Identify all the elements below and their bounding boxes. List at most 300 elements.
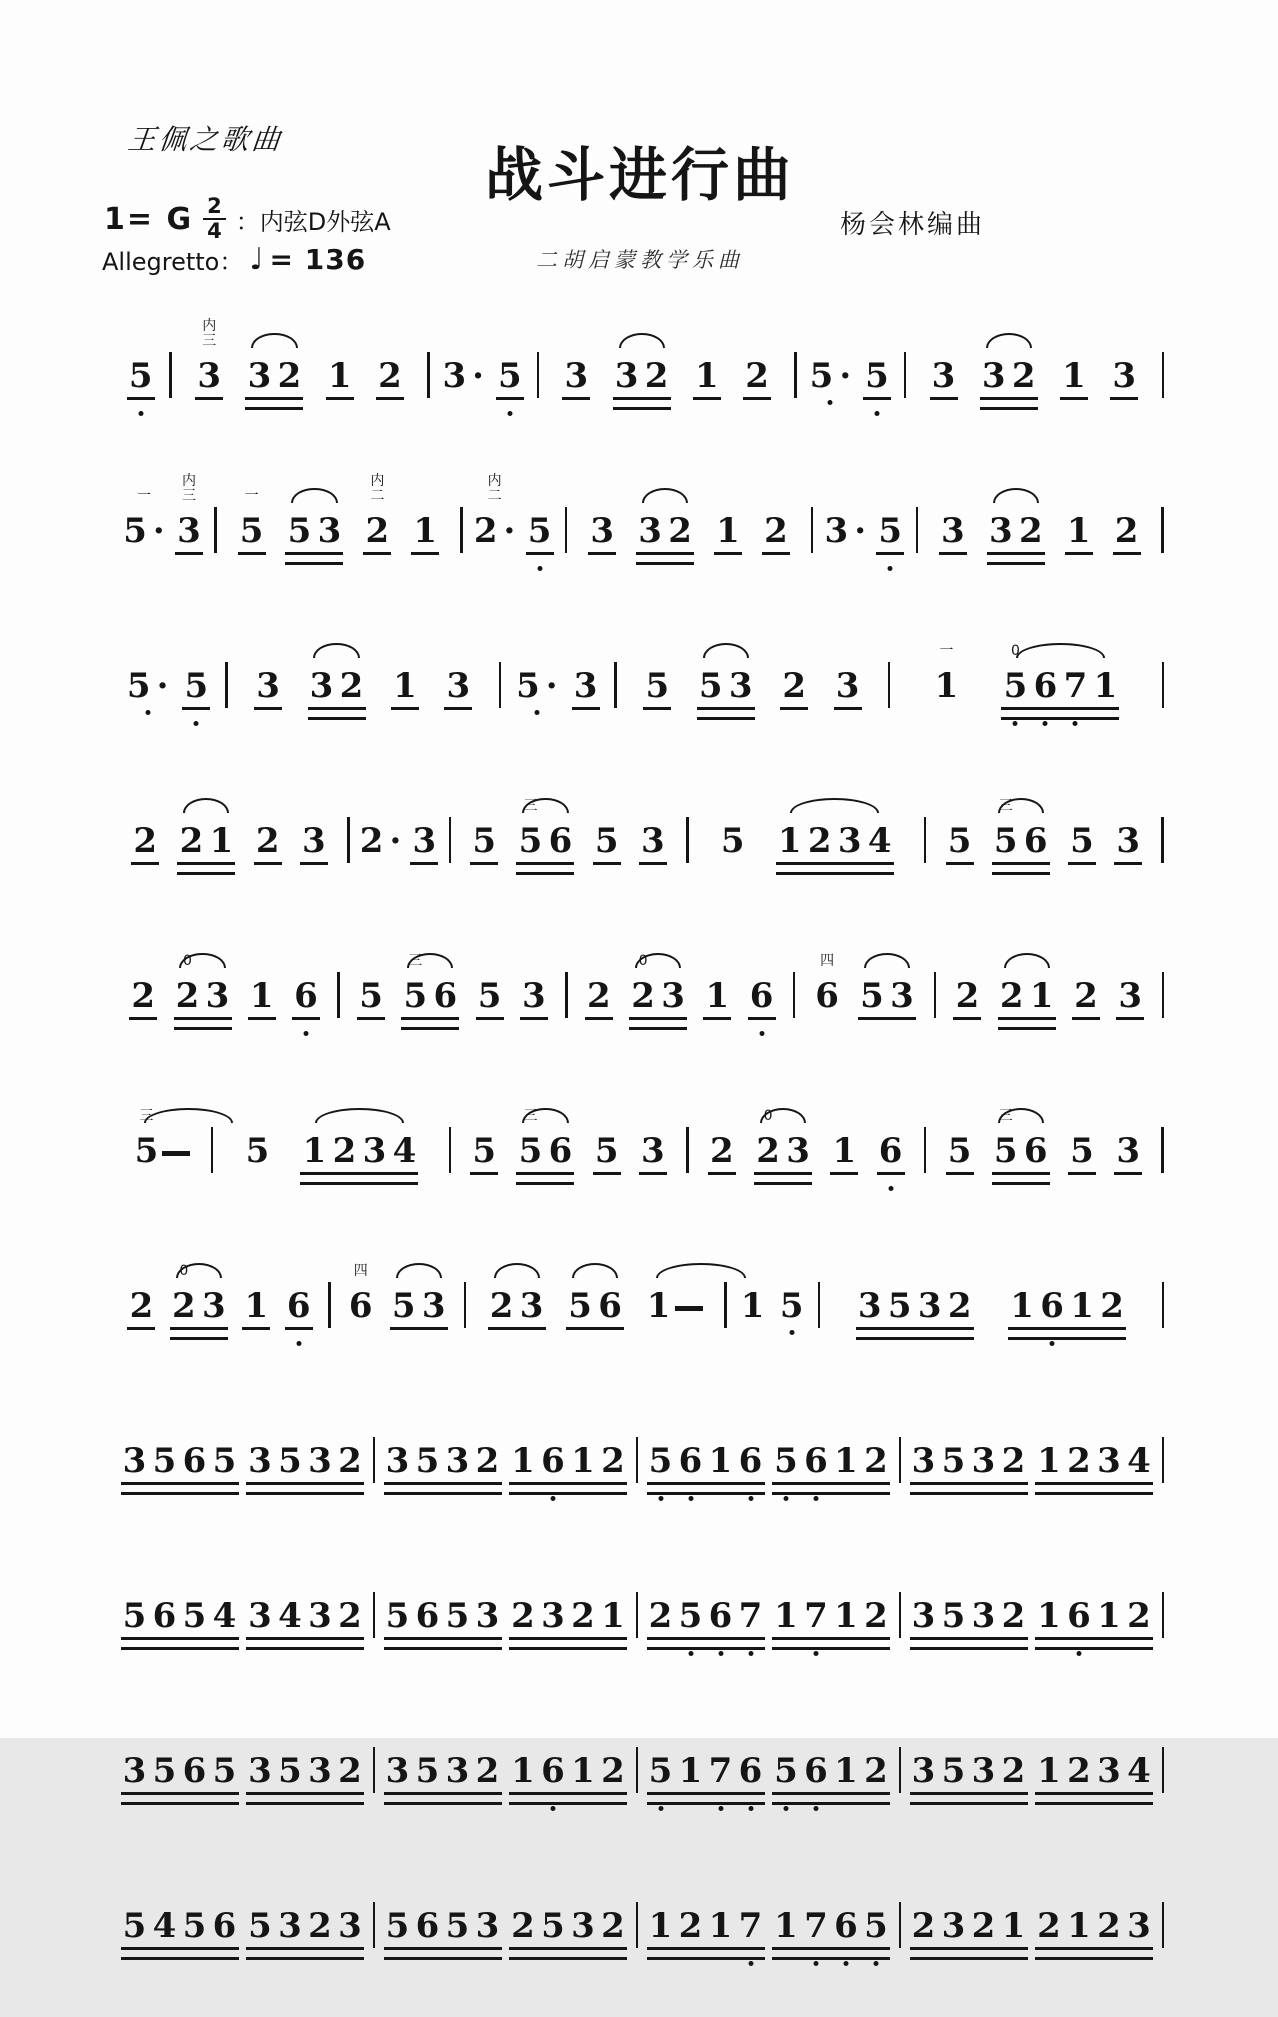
note-group [853,1280,977,1344]
barline [328,1282,331,1328]
note: 1 [834,1596,858,1636]
note: 1 [571,1751,595,1791]
note: 1 [705,976,730,1016]
note: 3 [421,1286,446,1326]
note: 1 [413,511,438,551]
note-group [1057,350,1091,414]
dash-icon [162,1151,190,1156]
note: 5 [1070,821,1094,861]
score-line [116,1242,1168,1344]
note: 2 [764,511,788,551]
low-octave-dot [814,1806,819,1811]
note: 3 [1112,356,1137,396]
note-group-slur [995,970,1059,1034]
barline [811,507,814,553]
note: 5 [445,1906,470,1946]
measure [642,1900,895,1964]
barline [636,1437,639,1483]
measure [116,1263,324,1344]
note: 2 [338,1596,362,1636]
note: 5 [496,350,524,396]
note-group [1113,970,1147,1034]
note-group-slur [989,798,1053,879]
score [116,312,1168,2017]
measure [354,815,445,879]
note-group [245,970,279,1034]
note-group [700,970,734,1034]
note: 5 [152,1441,177,1481]
fingering-annotation: 内 二 [487,473,502,504]
measure [799,953,929,1034]
note-group [373,350,407,414]
subtitle: 二胡启蒙教学乐曲 [536,248,744,272]
low-octave-dot [537,566,542,571]
note-group [736,1280,770,1344]
note: 7 [737,1900,765,1946]
barline [347,817,350,863]
low-octave-dot [718,1651,723,1656]
note: 2 [1127,1596,1151,1636]
note-group [873,505,907,569]
note: 2 [955,976,980,1016]
key-signature-line [104,196,391,242]
measure [572,953,789,1034]
note-group [323,350,357,414]
note: 3 [385,1751,410,1791]
low-octave-dot [828,400,833,405]
note: 2 [999,976,1024,1016]
note: 5 [182,1906,207,1946]
measure [116,815,343,879]
barline [636,1592,639,1638]
barline [1162,1747,1165,1793]
fingering-annotation: 0 [763,1108,773,1124]
note: 1 [834,1751,858,1791]
note-group [810,953,844,1034]
note: 3 [786,1131,810,1171]
note: 3 [661,976,685,1016]
note-group [1107,350,1141,414]
note: 2 [338,1751,362,1791]
note: 三 5 [993,798,1018,861]
augmentation-dot: · [472,356,485,396]
note: 3 [248,1596,272,1636]
note: 3 [728,666,753,706]
augmentation-dot: · [854,511,867,551]
note: 一 1 [934,643,959,706]
note: 三 5 [518,1108,543,1171]
note-group [179,660,213,724]
note-group [120,488,168,569]
note: 3 [857,1286,882,1326]
note-group [907,1590,1031,1654]
note: 6 [182,1751,207,1791]
note-group [705,1125,739,1189]
note: 3 [309,666,334,706]
key-signature: 1= G [104,201,194,237]
barline [899,1592,902,1638]
time-signature-denominator: 4 [207,219,222,243]
fingering-annotation: 一 [244,488,259,504]
note: 6 [292,970,320,1016]
barline [899,1437,902,1483]
barline [499,662,502,708]
note-group [740,350,774,414]
note: 2 [131,976,156,1016]
note-group-slur [984,505,1048,569]
note: 6 [677,1435,705,1481]
measure [379,1900,632,1964]
barline [1162,662,1165,708]
measure [905,1900,1158,1964]
note-group-slur [171,953,235,1034]
note: 5 [677,1590,705,1636]
note: 3 [338,1906,362,1946]
note: 0 5 [1001,660,1029,706]
note-group [636,1125,670,1189]
measure [116,1590,369,1654]
note: 三 5 [403,953,428,1016]
fingering-annotation: 三 [408,953,423,969]
note: 3 [971,1751,996,1791]
note: 6 [433,976,458,1016]
barline [337,972,340,1018]
measure [335,1263,460,1344]
low-octave-dot [551,1806,556,1811]
fingering-annotation: 三 [139,1108,154,1124]
note-group [775,1280,809,1344]
note-group [907,1900,1031,1964]
low-octave-dot [507,411,512,416]
note-group [239,1280,273,1344]
measure [642,1745,895,1809]
note-group-slur [855,970,919,1034]
note: 3 [981,356,1006,396]
note: 5 [248,1906,272,1946]
note: 5 [887,1286,912,1326]
barline [636,1902,639,1948]
note: 5 [541,1906,565,1946]
note: 4 [152,1906,177,1946]
note-group [929,643,963,724]
barline [1161,817,1164,863]
note: 2 [133,821,158,861]
note-group [943,815,977,879]
note-group [860,350,894,414]
note: 2 [475,1441,500,1481]
note: 5 [245,1131,270,1171]
note: 2 [947,1286,972,1326]
note-group [354,970,388,1034]
note: 6 [737,1435,765,1481]
measure [116,1435,369,1499]
barline [916,507,919,553]
note-group [807,350,855,414]
measure [930,798,1157,879]
note: 6 [415,1906,440,1946]
note-group [711,505,745,569]
barline [1162,1592,1165,1638]
barline [169,352,172,398]
tempo-label: Allegretto： [102,248,244,276]
note: 2 [648,1596,673,1636]
note-group-slur [633,505,697,569]
measure [176,318,423,414]
note-group [950,970,984,1034]
note-group [1110,505,1144,569]
handwritten-note: 王佩之歌曲 [126,123,285,156]
note: 3 [205,976,230,1016]
note: 5 [647,1745,675,1791]
note: 2 [308,1906,332,1946]
measure [379,1435,632,1499]
note: 5 [594,821,619,861]
note: 6 [1065,1590,1093,1636]
low-octave-dot [718,1806,723,1811]
note-group [118,1900,242,1964]
page-title: 战斗进行曲 [484,141,795,209]
fingering-annotation: 0 [638,953,648,969]
note: 5 [863,350,891,396]
note: 1 [249,976,274,1016]
note: 1 [708,1906,733,1946]
barline [904,352,907,398]
low-octave-dot [534,710,539,715]
note: 6 [707,1590,735,1636]
augmentation-dot: · [545,666,558,706]
measure [693,815,920,879]
note-group [1065,815,1099,879]
note: 3 [971,1441,996,1481]
low-octave-dot [688,1496,693,1501]
note: 1 [1001,1906,1026,1946]
note: 5 [941,1596,966,1636]
note: 2 [179,821,204,861]
note: 2 [1001,1751,1026,1791]
barline [724,1282,727,1328]
note-group-slur [305,660,369,724]
note: 7 [802,1590,830,1636]
measure [543,350,790,414]
note-group [471,473,519,569]
note-group [943,1125,977,1189]
measure [922,505,1157,569]
note: 5 [445,1596,470,1636]
note: 3 [614,356,639,396]
measure [434,350,533,414]
note-group-slur [485,1280,549,1344]
note-group [506,1745,630,1809]
note-group [716,815,750,879]
note-group [874,1125,908,1189]
note: 5 [568,1286,592,1326]
note: 3 [308,1596,332,1636]
fingering-annotation: 四 [353,1263,368,1279]
note: 3 [248,1751,272,1791]
note-group-slur [694,660,758,724]
note: 5 [287,511,312,551]
barline [924,1127,927,1173]
note: 2 [475,1751,500,1791]
note-group [590,1125,624,1189]
measure [894,643,1157,724]
note: 3 [122,1441,147,1481]
low-octave-dot [1077,1651,1082,1656]
note-group [381,1745,505,1809]
fingering-annotation: 0 [179,1263,189,1279]
note-group [769,1590,893,1654]
low-octave-dot [748,1961,753,1966]
note: 5 [1070,1131,1094,1171]
note-group [822,505,870,569]
note: 6 [539,1745,567,1791]
note: 5 [385,1596,410,1636]
note: 2 [378,356,402,396]
note: 1 [244,1286,269,1326]
note: 2 [339,666,364,706]
note: 2 [511,1906,535,1946]
note-group-slur [297,1125,421,1189]
note: 三 5 [134,1108,159,1171]
note: 1 [601,1596,625,1636]
measure [801,350,900,414]
note-group [1062,505,1096,569]
low-octave-dot [145,710,150,715]
score-line [116,777,1168,879]
note: 6 [802,1745,830,1791]
measure [930,1108,1157,1189]
note-group [907,1745,1031,1809]
note-group-slur [773,815,897,879]
measure [116,473,210,569]
note: 3 [941,511,965,551]
note-group [590,815,624,879]
note-group-slur [642,1280,706,1344]
note: 0 2 [175,953,200,1016]
barline [686,817,689,863]
note: 2 [332,1131,357,1171]
note-group [118,1435,242,1499]
score-line [116,1707,1168,1809]
note-group-slur [129,1108,193,1189]
note: 2 [1001,1441,1026,1481]
fingering-annotation: 三 [998,798,1013,814]
note: 2 [864,1441,888,1481]
note: 内 二 2 [365,473,390,551]
note-group [126,970,160,1034]
note-group [769,1900,893,1964]
note: 6 [548,821,573,861]
note: 6 [548,1131,573,1171]
note: 5 [182,1596,207,1636]
note: 3 [308,1441,332,1481]
note: 6 [1031,660,1059,706]
low-octave-dot [1013,721,1018,726]
barline [373,1747,376,1793]
barline [899,1747,902,1793]
low-octave-dot [748,1806,753,1811]
note: 7 [802,1900,830,1946]
note: 内 三 3 [177,473,201,551]
note-group [1005,1280,1129,1344]
note: 5 [472,821,497,861]
note: 2 [668,511,692,551]
score-line [116,1087,1168,1189]
note-group [118,1745,242,1809]
low-octave-dot [194,721,199,726]
note: 1 [1037,1441,1061,1481]
low-octave-dot [658,1806,663,1811]
note: 2 [1037,1906,1061,1946]
note-group [644,1435,768,1499]
note: 4 [867,821,892,861]
note: 3 [971,1596,996,1636]
fingering-annotation: 0 [1011,643,1020,659]
barline [211,1127,214,1173]
note: 2 [601,1441,625,1481]
low-octave-dot [658,1496,663,1501]
note: 3 [911,1441,936,1481]
note-group [493,350,527,414]
note: 5 [122,1906,147,1946]
note-group-slur [998,643,1122,724]
note-group [585,505,619,569]
note-group [513,660,561,724]
barline [373,1592,376,1638]
note-group [636,815,670,879]
note-group [907,1435,1031,1499]
note: 6 [832,1900,860,1946]
note: 四 6 [348,1263,373,1326]
barline [449,817,452,863]
note-group [172,473,206,569]
note-group [644,1745,768,1809]
note-group [357,815,405,879]
note: 5 [477,976,502,1016]
note: 5 [778,1280,806,1326]
fingering-annotation: 内 三 [181,473,196,504]
note: 5 [772,1435,800,1481]
note-group [640,660,674,724]
note: 6 [598,1286,622,1326]
note: 3 [475,1906,500,1946]
note: 2 [678,1906,703,1946]
note-group [124,350,158,414]
barline [449,1127,452,1173]
note: 3 [941,1906,966,1946]
note: 7 [737,1590,765,1636]
note-group [344,1263,378,1344]
note: 2 [911,1906,936,1946]
note: 2 [601,1751,625,1791]
barline [1161,507,1164,553]
barline [373,1902,376,1948]
barline [373,1437,376,1483]
note: 2 [710,1131,734,1171]
measure [731,1280,814,1344]
note: 3 [1118,976,1143,1016]
barline [614,662,617,708]
measure [467,473,561,569]
note: 3 [988,511,1013,551]
note: 5 [526,505,554,551]
note: 5 [862,1900,890,1946]
measure [221,473,456,569]
note-group-slur [282,505,346,569]
note: 3 [247,356,272,396]
note: 7 [707,1745,735,1791]
note: 1 [1062,356,1086,396]
